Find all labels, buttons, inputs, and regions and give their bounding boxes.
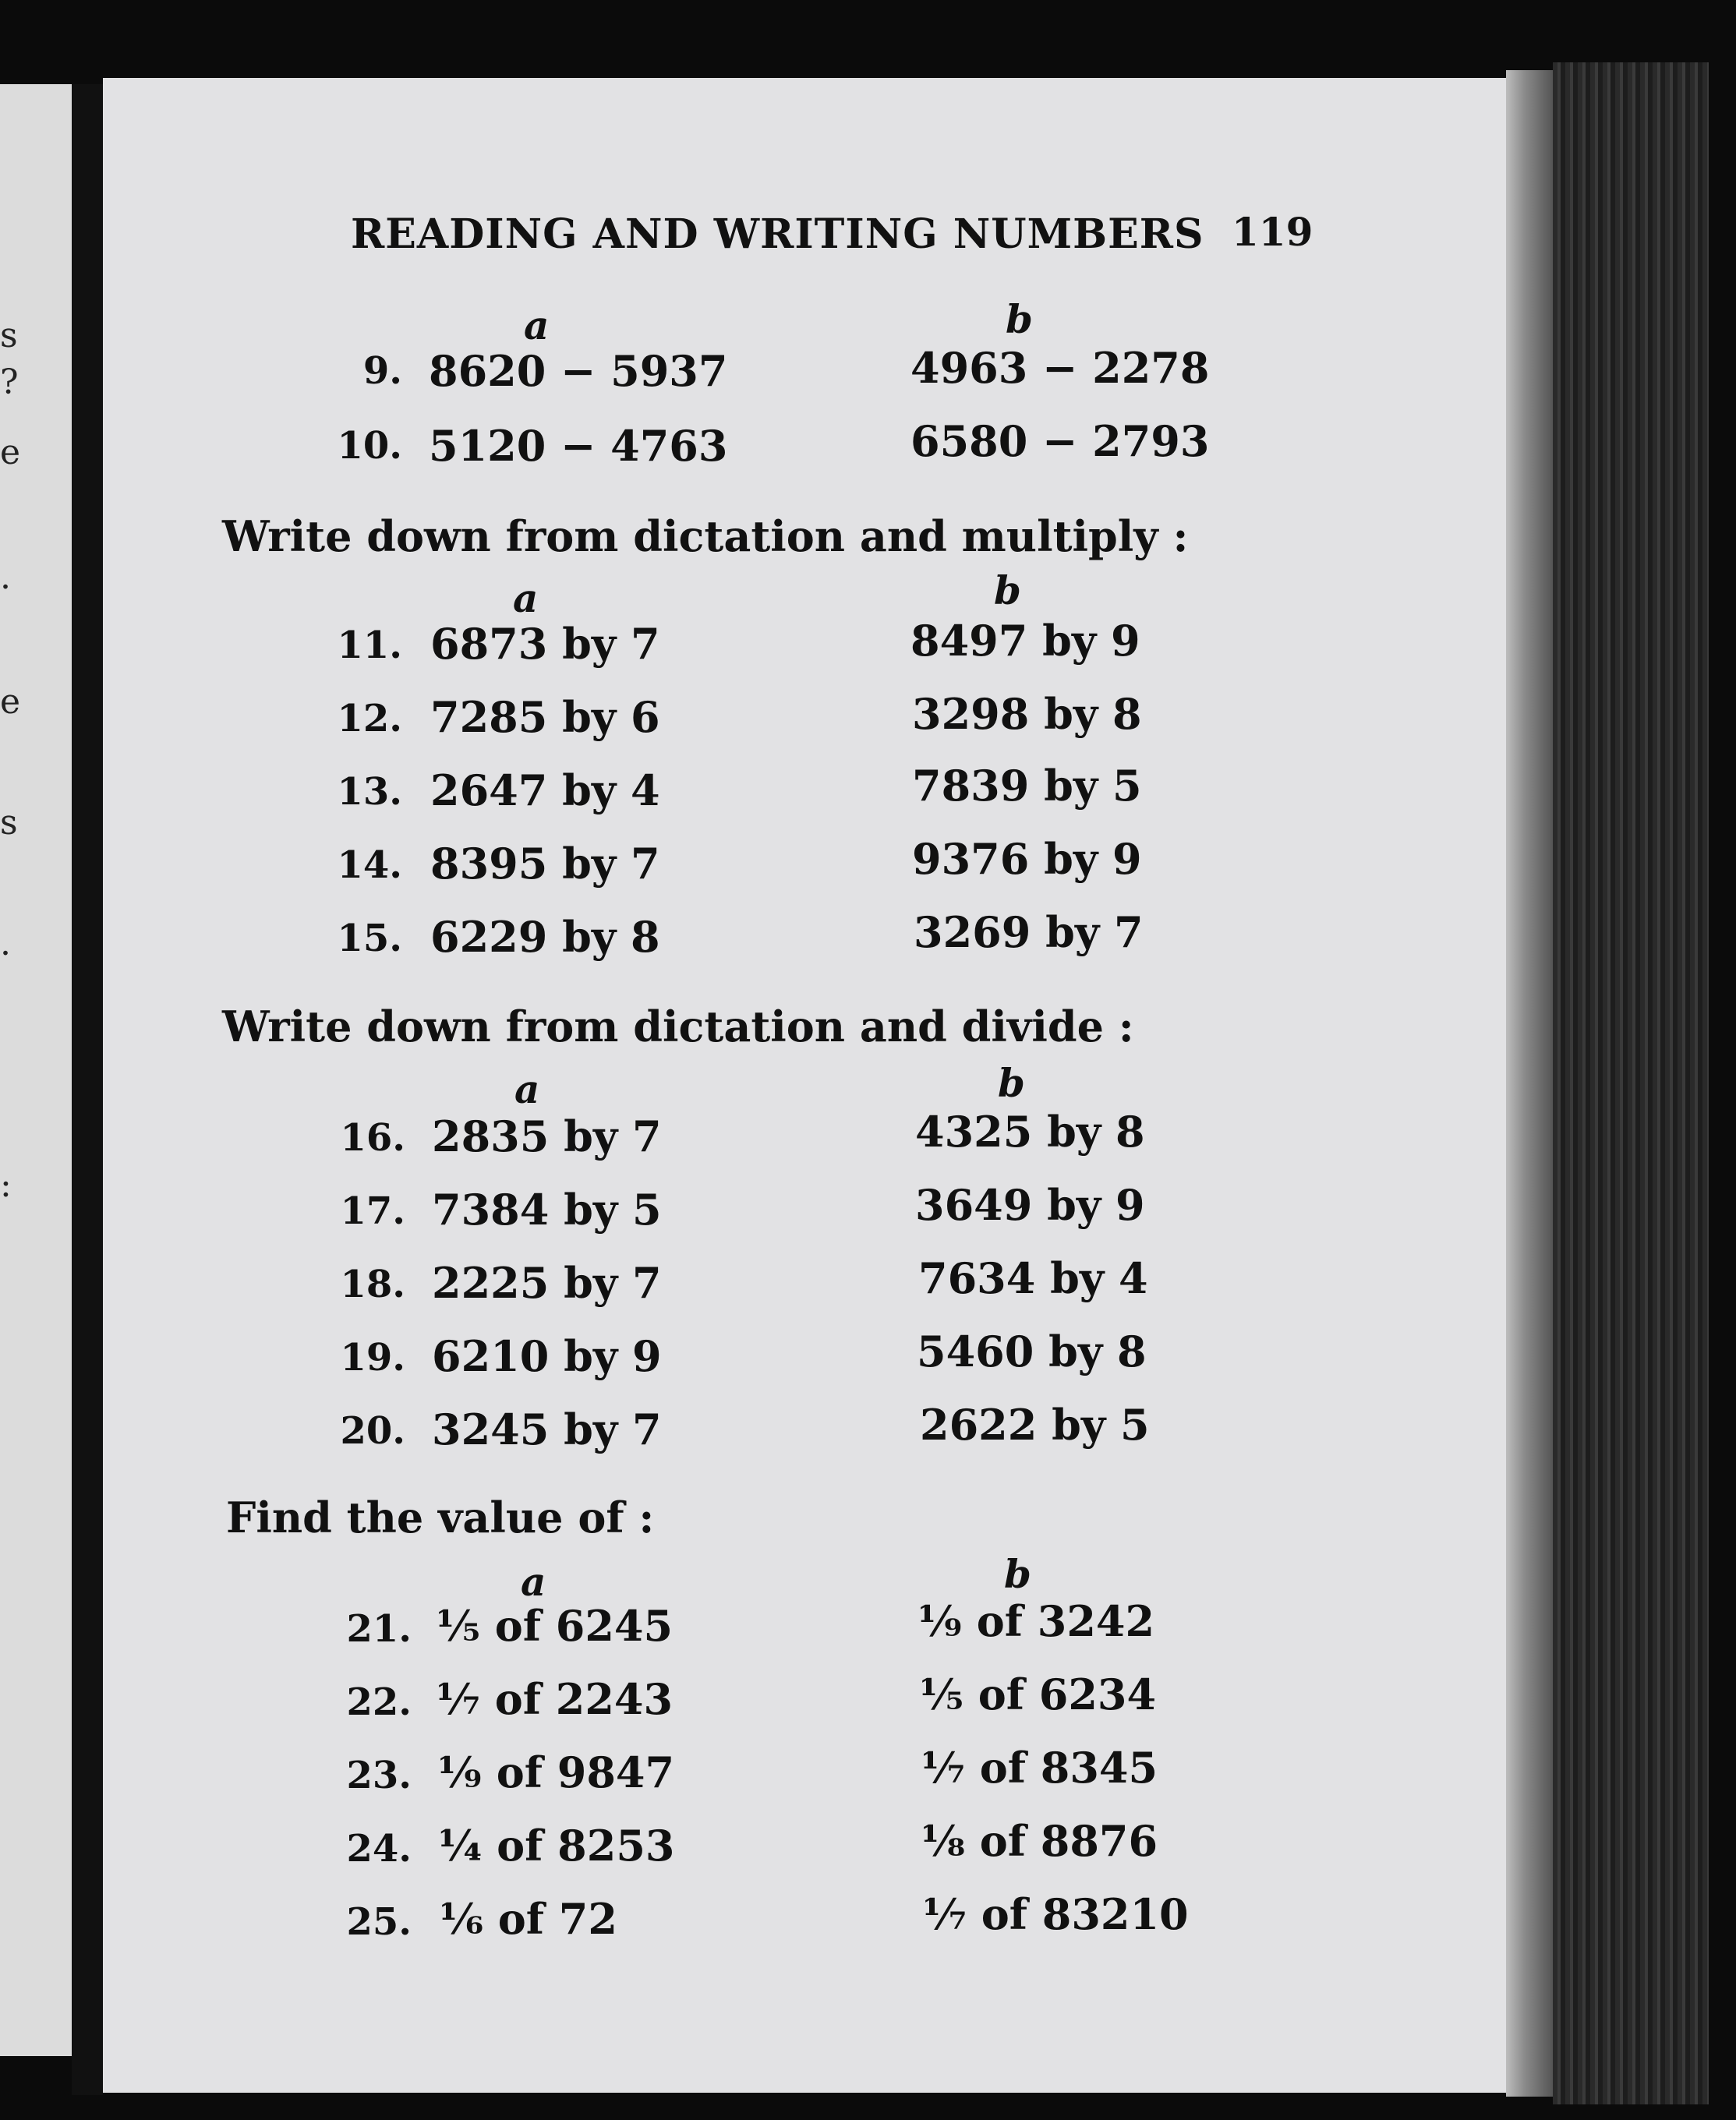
exercise-a: 8395 by 7: [430, 839, 660, 889]
column-a-label: a: [521, 1559, 546, 1605]
exercise-a: 6210 by 9: [432, 1331, 662, 1381]
exercise-b: 3298 by 8: [912, 689, 1142, 739]
exercise-b: 5460 by 8: [917, 1327, 1147, 1376]
left-page-fragment: .: [0, 557, 11, 597]
exercise-b: 7634 by 4: [918, 1253, 1148, 1303]
exercise-a: 2647 by 4: [430, 765, 660, 815]
exercise-number: 25.: [346, 1900, 412, 1944]
exercise-b: 9376 by 9: [912, 834, 1142, 884]
column-b-label: b: [1006, 296, 1033, 342]
page-stack-edge: [1553, 62, 1709, 2104]
exercise-b: 4325 by 8: [915, 1107, 1145, 1157]
section-instruction: Write down from dictation and divide :: [222, 1002, 1134, 1051]
exercise-number: 21.: [346, 1607, 412, 1651]
exercise-number: 22.: [346, 1680, 412, 1724]
running-header: READING AND WRITING NUMBERS: [351, 210, 1204, 258]
exercise-b: ⅛ of 8876: [921, 1816, 1158, 1866]
exercise-a: ¼ of 8253: [438, 1821, 675, 1871]
exercise-b: 3269 by 7: [914, 907, 1144, 957]
exercise-a: ⅕ of 6245: [437, 1601, 674, 1651]
section-instruction: Write down from dictation and multiply :: [222, 511, 1189, 561]
left-page-fragment: e: [0, 682, 21, 722]
exercise-a: 7384 by 5: [432, 1185, 662, 1235]
exercise-number: 15.: [337, 917, 402, 960]
exercise-number: 23.: [346, 1754, 412, 1797]
left-page-fragment: e: [0, 433, 21, 472]
exercise-b: 3649 by 9: [915, 1180, 1145, 1230]
exercise-number: 16.: [340, 1116, 405, 1160]
exercise-a: 6229 by 8: [430, 912, 660, 962]
exercise-b: ⅐ of 83210: [923, 1889, 1189, 1939]
exercise-a: 7285 by 6: [430, 692, 660, 742]
exercise-a: ⅙ of 72: [440, 1894, 617, 1944]
exercise-b: 6580 − 2793: [910, 416, 1210, 466]
exercise-number: 12.: [337, 697, 402, 740]
exercise-number: 9.: [362, 349, 402, 393]
column-a-label: a: [513, 575, 539, 621]
exercise-b: 8497 by 9: [910, 616, 1140, 666]
exercise-b: ⅐ of 8345: [921, 1743, 1158, 1793]
exercise-a: 2225 by 7: [432, 1258, 662, 1308]
book-gutter: [72, 84, 103, 2095]
left-page-fragment: s: [0, 316, 18, 355]
exercise-number: 20.: [340, 1409, 405, 1453]
exercise-number: 17.: [340, 1189, 405, 1233]
left-page-fragment: s: [0, 803, 18, 843]
exercise-number: 24.: [346, 1827, 412, 1871]
column-a-label: a: [514, 1066, 540, 1112]
left-page-fragment: :: [0, 1165, 12, 1205]
exercise-a: 2835 by 7: [432, 1111, 662, 1161]
left-page-fragment: .: [0, 924, 11, 963]
column-b-label: b: [994, 567, 1021, 613]
column-a-label: a: [524, 302, 550, 348]
exercise-b: 4963 − 2278: [910, 343, 1210, 393]
exercise-a: 3245 by 7: [432, 1404, 662, 1454]
exercise-a: 5120 − 4763: [429, 421, 728, 471]
page-number: 119: [1232, 209, 1313, 255]
exercise-a: ⅐ of 2243: [437, 1674, 674, 1724]
exercise-a: ⅑ of 9847: [438, 1747, 675, 1797]
exercise-number: 19.: [340, 1336, 405, 1380]
exercise-a: 8620 − 5937: [429, 346, 728, 396]
exercise-a: 6873 by 7: [430, 619, 660, 669]
column-b-label: b: [998, 1060, 1025, 1106]
left-page-fragment: ?: [0, 362, 19, 402]
column-b-label: b: [1004, 1551, 1031, 1597]
exercise-number: 13.: [337, 770, 402, 814]
exercise-number: 14.: [337, 843, 402, 887]
exercise-number: 11.: [337, 624, 402, 667]
exercise-b: ⅕ of 6234: [920, 1670, 1157, 1719]
exercise-b: ⅑ of 3242: [918, 1596, 1155, 1646]
exercise-number: 18.: [340, 1263, 405, 1306]
section-instruction: Find the value of :: [226, 1493, 655, 1542]
exercise-number: 10.: [337, 424, 402, 468]
exercise-b: 2622 by 5: [920, 1400, 1150, 1450]
page-edge-shadow: [1506, 70, 1553, 2097]
exercise-b: 7839 by 5: [912, 761, 1142, 811]
